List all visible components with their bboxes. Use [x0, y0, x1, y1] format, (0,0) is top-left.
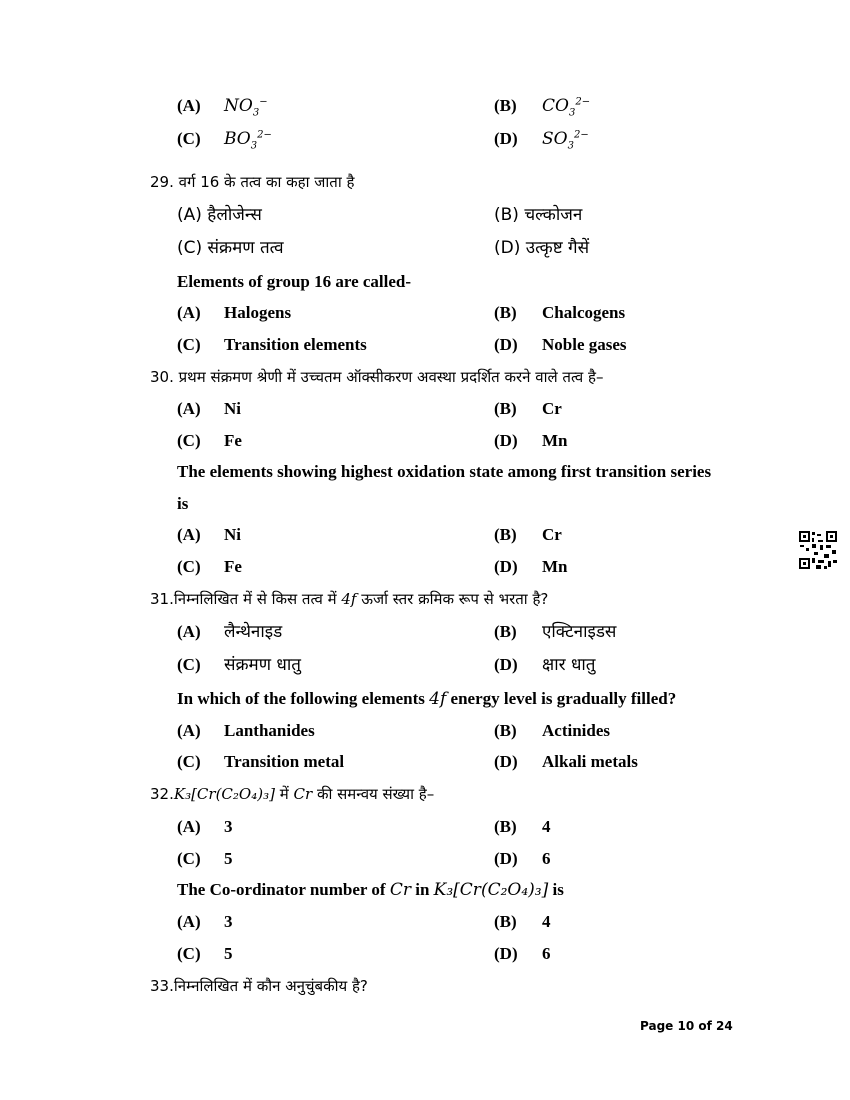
- option-text: (D) उत्कृष्ट गैसें: [494, 238, 590, 258]
- option-text: 3: [224, 912, 233, 931]
- option-text: (B) चल्कोजन: [494, 205, 583, 225]
- option-label: (C): [177, 849, 201, 868]
- option-text: Ni: [224, 399, 241, 418]
- option-text: Halogens: [224, 303, 292, 322]
- option-label: (A): [177, 817, 201, 836]
- option-label: (A): [177, 399, 201, 418]
- option-text: Fe: [224, 557, 242, 576]
- option-text: लैन्थेनाइड: [224, 622, 283, 642]
- question-29-english: Elements of group 16 are called-: [177, 272, 412, 291]
- option-label: (B): [494, 622, 517, 641]
- question-30-english: The elements showing highest oxidation state among first transition series: [177, 462, 712, 481]
- option-text: $SO_3^{2-}$: [542, 129, 589, 152]
- option-text: Cr: [542, 525, 562, 544]
- option-label: (D): [494, 431, 518, 450]
- option-label: (B): [494, 399, 517, 418]
- question-31-hindi: 31.निम्नलिखित में से किस तत्व में 4f ऊर्जा स्तर क्रमिक रूप से भरता है?: [150, 590, 549, 608]
- option-text: Cr: [542, 399, 562, 418]
- option-label: (B): [494, 96, 517, 115]
- option-label: (A): [177, 525, 201, 544]
- page-number: Page 10 of 24: [640, 1019, 733, 1033]
- option-label: (D): [494, 129, 518, 148]
- option-text: 6: [542, 944, 551, 963]
- option-label: (C): [177, 752, 201, 771]
- option-text: $BO_3^{2-}$: [224, 129, 272, 152]
- question-32-hindi: 32.K₃[Cr(C₂O₄)₃] में Cr की समन्वय संख्या है–: [150, 785, 435, 803]
- option-text: $NO_3^-$: [224, 96, 268, 119]
- option-label: (D): [494, 752, 518, 771]
- option-label: (A): [177, 622, 201, 641]
- option-label: (C): [177, 335, 201, 354]
- option-label: (A): [177, 721, 201, 740]
- option-text: (A) हैलोजेन्स: [177, 205, 262, 225]
- option-label: (C): [177, 431, 201, 450]
- option-text: Chalcogens: [542, 303, 626, 322]
- option-text: Noble gases: [542, 335, 627, 354]
- option-text: Transition elements: [224, 335, 367, 354]
- question-31-english: In which of the following elements 4f energy level is gradually filled?: [177, 689, 677, 709]
- option-label: (C): [177, 557, 201, 576]
- option-label: (B): [494, 525, 517, 544]
- option-text: 5: [224, 944, 233, 963]
- option-text: क्षार धातु: [542, 655, 596, 675]
- question-30-hindi: 30. प्रथम संक्रमण श्रेणी में उच्चतम ऑक्सीकरण अवस्था प्रदर्शित करने वाले तत्व है–: [150, 368, 604, 386]
- option-text: संक्रमण धातु: [224, 655, 301, 675]
- option-label: (D): [494, 557, 518, 576]
- option-text: एक्टिनाइडस: [542, 622, 617, 642]
- option-text: 3: [224, 817, 233, 836]
- option-label: (D): [494, 335, 518, 354]
- option-text: Mn: [542, 431, 568, 450]
- option-label: (C): [177, 129, 201, 148]
- option-text: Fe: [224, 431, 242, 450]
- option-label: (D): [494, 849, 518, 868]
- option-text: Mn: [542, 557, 568, 576]
- qr-code-icon: [798, 530, 838, 570]
- option-text: 5: [224, 849, 233, 868]
- question-33-hindi: 33.निम्नलिखित में कौन अनुचुंबकीय है?: [150, 977, 368, 995]
- option-label: (B): [494, 817, 517, 836]
- option-text: 6: [542, 849, 551, 868]
- option-label: (A): [177, 303, 201, 322]
- option-label: (C): [177, 944, 201, 963]
- option-label: (B): [494, 721, 517, 740]
- option-label: (C): [177, 655, 201, 674]
- option-text: Alkali metals: [542, 752, 638, 771]
- question-30-english-cont: is: [177, 494, 189, 513]
- option-label: (D): [494, 944, 518, 963]
- option-label: (D): [494, 655, 518, 674]
- option-text: (C) संक्रमण तत्व: [177, 238, 284, 258]
- option-text: Transition metal: [224, 752, 345, 771]
- option-label: (A): [177, 912, 201, 931]
- option-text: Ni: [224, 525, 241, 544]
- option-label: (B): [494, 303, 517, 322]
- option-text: $CO_3^{2-}$: [542, 96, 591, 119]
- option-text: 4: [542, 912, 551, 931]
- option-text: Actinides: [542, 721, 610, 740]
- option-text: Lanthanides: [224, 721, 315, 740]
- option-label: (A): [177, 96, 201, 115]
- question-32-english: The Co-ordinator number of Cr in K₃[Cr(C₂O₄)₃] is: [177, 880, 564, 900]
- option-text: 4: [542, 817, 551, 836]
- question-29-hindi: 29. वर्ग 16 के तत्व का कहा जाता है: [150, 173, 355, 191]
- option-label: (B): [494, 912, 517, 931]
